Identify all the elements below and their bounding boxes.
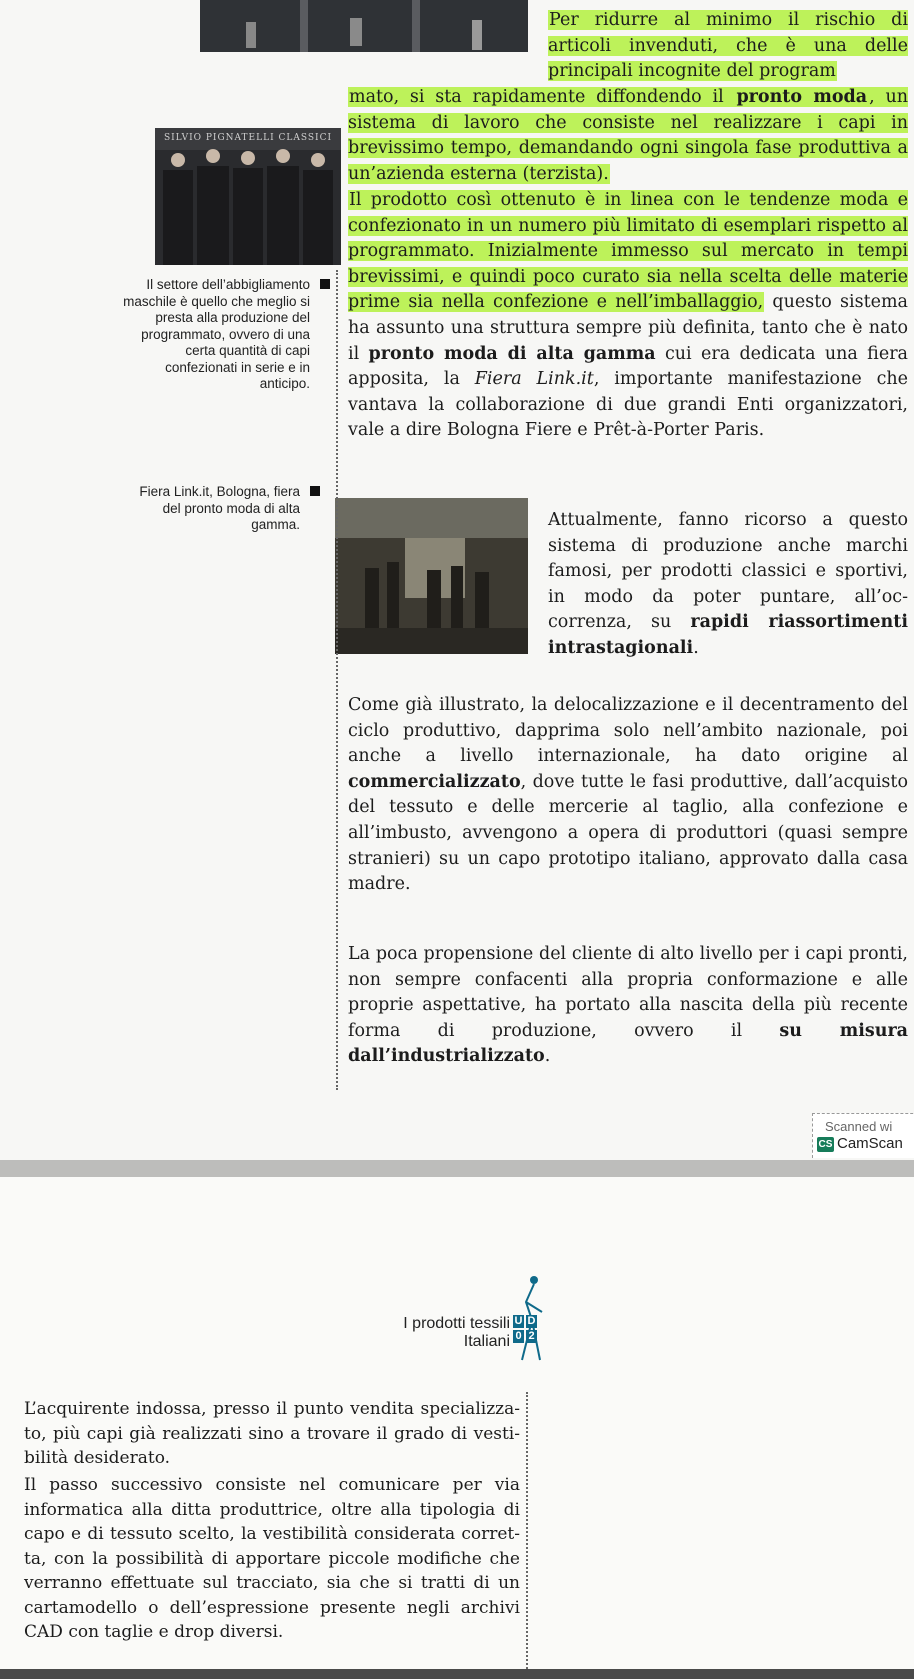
text-run: , dove tutte le fasi produttive, dall’acquisto del tessuto e delle mercerie al taglio, alla confezione e all’imbusto, avvengono a opera di produttori (quasi sempre stranieri) su un capo prototipo italiano, approvato dalla casa madre. xyxy=(348,771,908,895)
text-run: Come già illustrato, la delocalizzazione e il decentramento del ciclo produttivo, dapprima solo nell’ambito nazionale, poi anche a livello internazionale, ha dato origine al xyxy=(348,695,908,767)
caption-marker xyxy=(310,486,320,496)
camscanner-watermark xyxy=(812,1113,914,1158)
text-run: questo sistema ha assunto una struttura sempre più definita, tanto che è nato il xyxy=(348,292,908,364)
text-run: . xyxy=(693,637,699,658)
page-gap xyxy=(0,1160,914,1177)
text-run: commercializzato xyxy=(348,771,521,792)
text-run: su misura dall’industrializzato xyxy=(348,1020,908,1067)
caption-fiera: Fiera Link.it, Bologna, fiera del pronto moda di alta gamma. xyxy=(139,484,300,532)
margin-rule xyxy=(336,270,338,1090)
badge-u: U xyxy=(514,1315,523,1327)
badge-2: 2 xyxy=(526,1330,537,1343)
paragraph-acquirente: L’acquirente indossa, presso il punto vendita specializzato, più capi già realizzati sino a trovare il grado di vestibilità desiderato. xyxy=(24,1399,520,1468)
text-run: pronto moda xyxy=(736,87,868,107)
photo-banner-text: SILVIO PIGNATELLI CLASSICI xyxy=(163,133,333,143)
text-run: Fiera Link.it xyxy=(474,369,594,390)
text-run: pronto moda di alta gamma xyxy=(368,343,656,364)
paragraph-passo-successivo: Il passo successivo consiste nel comunicare per via informatica alla ditta produttrice, oltre alla tipologia di capo e di tessuto scelto, la vestibilità considerata corretta, con la possibilità di apportare piccole modifiche che verranno effettuate sul tracciato, sia che si tratti di un cartamodello o dell’espressione presente negli archivi CAD con taglie e drop diversi. xyxy=(24,1475,520,1642)
text-run: rapidi riassortimenti intrastagionali xyxy=(548,612,908,658)
margin-rule xyxy=(526,1392,528,1672)
paragraph-attualmente xyxy=(548,508,908,662)
caption-marker xyxy=(320,279,330,289)
text-run: Per ridurre al minimo il rischio di articoli invenduti, che è una delle principali incognite del program xyxy=(548,10,908,82)
text-run: , importante manifestazione che vantava la collaborazione di due grandi Enti organizzatori, vale a dire Bologna Fiere e Prêt-à-Porter Paris. xyxy=(348,369,909,441)
text-run: Attualmente, fanno ricorso a questo sistema di produzione anche marchi famosi, per prodotti classici e sportivi, in modo da poter puntare, all’occorrenza, su xyxy=(548,510,908,633)
watermark-text: Scanned wi xyxy=(825,1119,893,1134)
text-run: mato, si sta rapidamente diffondendo il xyxy=(349,87,735,107)
menswear-photo xyxy=(155,128,341,265)
fair-photo xyxy=(335,498,528,654)
paragraph-su-misura xyxy=(348,942,908,1070)
text-run: cui era dedicata una fiera apposita, la xyxy=(348,343,908,390)
bottom-page xyxy=(0,1177,914,1669)
text-run: , un sistema di lavoro che consiste nel realizzare i capi in brevissimo tempo, demandando ogni singola fase produttiva a un’azienda esterna (terzista). xyxy=(348,87,908,184)
badge-0: 0 xyxy=(513,1330,524,1343)
paragraph-pronto-moda-continued xyxy=(348,85,908,187)
watermark-brand: CamScan xyxy=(837,1135,903,1152)
camscanner-logo-icon: CS xyxy=(818,1139,833,1150)
caption-menswear: Il settore dell’abbigliamento maschile è quello che meglio si presta alla produzione del programmato, ovvero di una certa quantità di capi confezionati in serie e in anticipo. xyxy=(123,277,310,391)
paragraph-commercializzato xyxy=(348,693,908,898)
paragraph-pronto-moda xyxy=(548,8,908,85)
badge-d: D xyxy=(527,1315,536,1327)
text-run: Il prodotto così ottenuto è in linea con le tendenze moda e confezionato in un numero più limitato di esemplari rispetto al programmato. Inizialmente immesso sul mercato in tempi brevissimi, e quindi poco curato sia nella scelta delle materie prime sia nella confezione e nell’imballaggio, xyxy=(348,190,908,313)
text-run: . xyxy=(544,1046,551,1067)
text-run: La poca propensione del cliente di alto livello per i capi pronti, non sempre confacenti alla propria conformazione e alle proprie aspettative, ha portato alla nascita della più recente forma di produzione, ovvero il xyxy=(348,944,908,1041)
shoes-photo xyxy=(200,0,528,52)
bottom-bar xyxy=(0,1669,914,1679)
paragraph-link-it xyxy=(348,188,908,444)
page-header-title: I prodotti tessili Italiani xyxy=(403,1315,510,1350)
